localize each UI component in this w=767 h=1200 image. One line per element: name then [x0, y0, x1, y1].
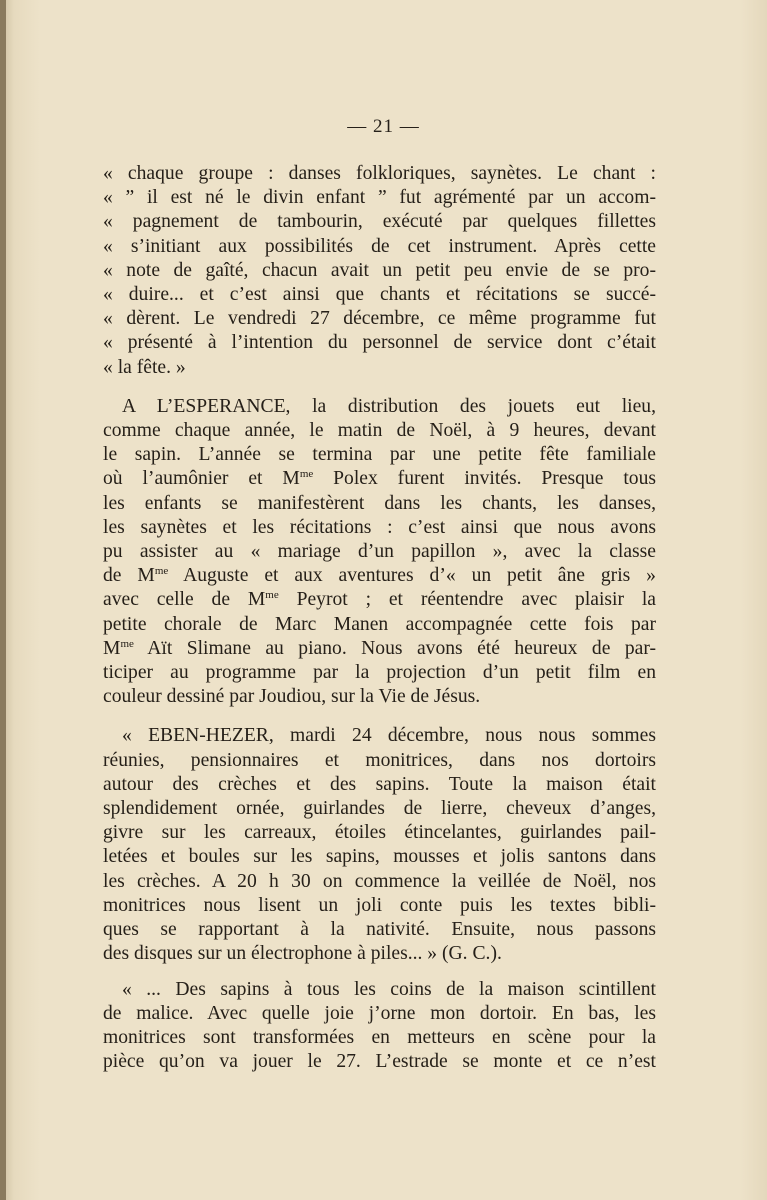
text-line: ticiper au programme par la projection d’un petit film en [103, 662, 656, 684]
text-line: monitrices sont transformées en metteurs en scène pour la [103, 1026, 656, 1048]
sapins-paragraph [103, 978, 656, 1075]
text-line: où l’aumônier et $M^{me}$ Polex furent invités. Presque tous [103, 468, 656, 490]
text-line: petite chorale de Marc Manen accompagnée cette fois par [103, 613, 656, 635]
text-line: « présenté à l’intention du personnel de service dont c’était [103, 332, 656, 354]
text-line: les crèches. A 20 h 30 on commence la veillée de Noël, nos [103, 870, 656, 892]
text-line: des disques sur un électrophone à piles... » (G. C.). [103, 943, 502, 965]
text-line: ques se rapportant à la nativité. Ensuite, nous passons [103, 919, 656, 941]
text-line: $M^{me}$ Aït Slimane au piano. Nous avons été heureux de par- [103, 637, 656, 659]
text-line: « pagnement de tambourin, exécuté par quelques fillettes [103, 211, 656, 233]
page-body [103, 162, 656, 1074]
text-line: A L’ESPERANCE, la distribution des jouets eut lieu, [122, 395, 656, 417]
text-line: pièce qu’on va jouer le 27. L’estrade se monte et ce n’est [103, 1051, 656, 1073]
text-line: monitrices nous lisent un joli conte puis les textes bibli- [103, 894, 656, 916]
text-line: « ” il est né le divin enfant ” fut agrémenté par un accom- [103, 187, 656, 209]
quote-paragraph [103, 162, 656, 380]
page-number: — 21 — [347, 116, 420, 137]
text-line: pu assister au « mariage d’un papillon », avec la classe [103, 541, 656, 563]
text-line: avec celle de $M^{me}$ Peyrot ; et réentendre avec plaisir la [103, 589, 657, 611]
text-line: « note de gaîté, chacun avait un petit peu envie de se pro- [103, 259, 656, 281]
text-line: de $M^{me}$ Auguste et aux aventures d’« un petit âne gris » [103, 565, 656, 587]
text-line: couleur dessiné par Joudiou, sur la Vie de Jésus. [103, 686, 481, 708]
text-line: « duire... et c’est ainsi que chants et récitations se succé- [103, 284, 656, 306]
eben-hezer-paragraph [103, 724, 656, 966]
esperance-paragraph [103, 395, 656, 710]
text-line: splendidement ornée, guirlandes de lierre, cheveux d’anges, [103, 798, 656, 820]
text-line: autour des crèches et des sapins. Toute la maison était [103, 773, 656, 795]
text-line: « la fête. » [103, 356, 186, 378]
page-binding-edge [0, 0, 6, 1200]
text-line: « dèrent. Le vendredi 27 décembre, ce même programme fut [103, 308, 656, 330]
text-line: « chaque groupe : danses folkloriques, saynètes. Le chant : [103, 163, 656, 184]
text-line: letées et boules sur les sapins, mousses et jolis santons dans [103, 846, 656, 868]
text-line: comme chaque année, le matin de Noël, à 9 heures, devant [103, 420, 656, 442]
text-line: « s’initiant aux possibilités de cet instrument. Après cette [103, 235, 656, 257]
text-line: réunies, pensionnaires et monitrices, dans nos dortoirs [103, 749, 656, 771]
text-line: les enfants se manifestèrent dans les chants, les danses, [103, 492, 656, 514]
text-line: les saynètes et les récitations : c’est ainsi que nous avons [103, 516, 656, 538]
text-line: le sapin. L’année se termina par une petite fête familiale [103, 444, 656, 466]
text-line: de malice. Avec quelle joie j’orne mon dortoir. En bas, les [103, 1002, 656, 1024]
text-line: givre sur les carreaux, étoiles étincelantes, guirlandes pail- [103, 822, 656, 844]
text-line: « ... Des sapins à tous les coins de la maison scintillent [122, 978, 656, 1000]
text-line: « EBEN-HEZER, mardi 24 décembre, nous nous sommes [122, 725, 656, 747]
